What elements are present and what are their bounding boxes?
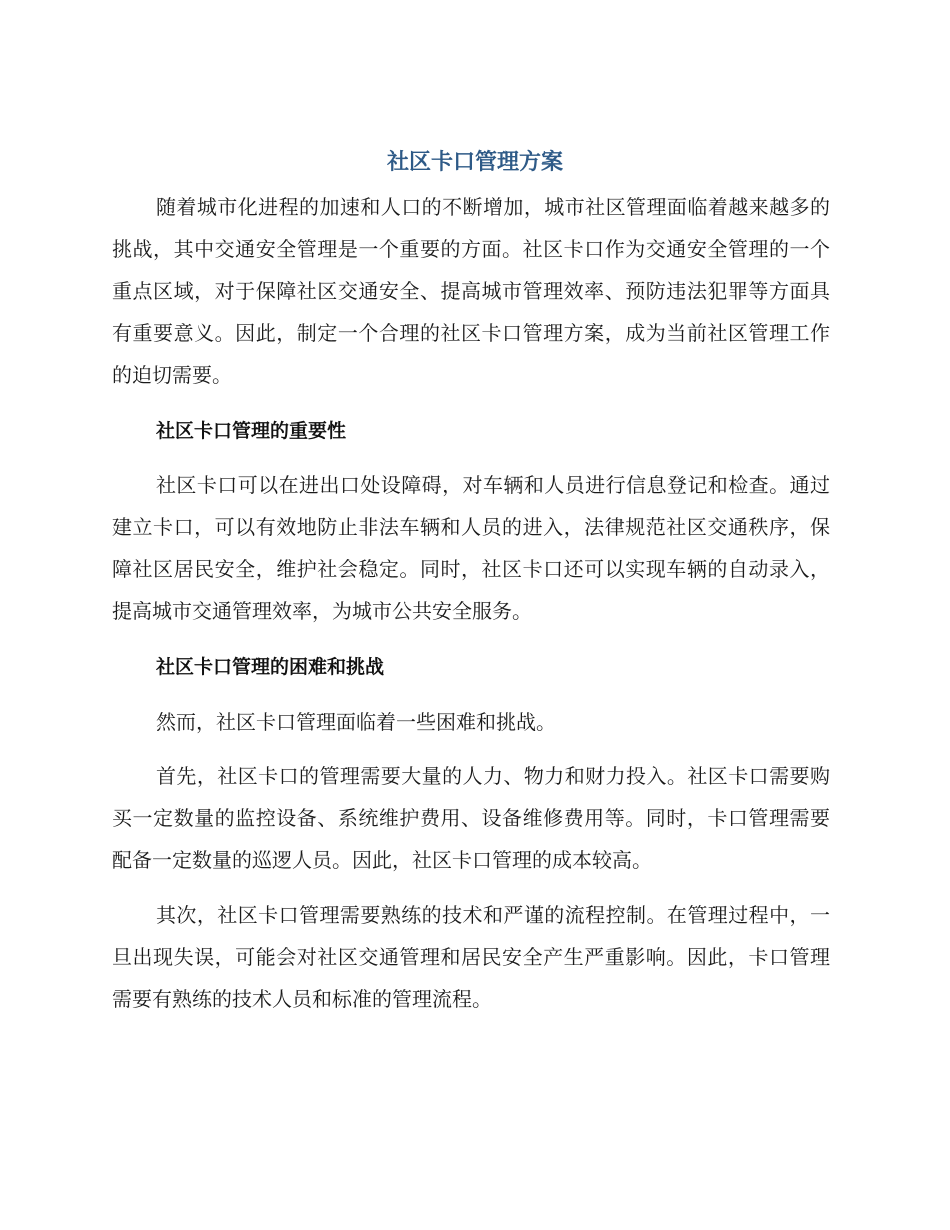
intro-paragraph: 随着城市化进程的加速和人口的不断增加，城市社区管理面临着越来越多的挑战，其中交通安全管理是一个重要的方面。社区卡口作为交通安全管理的一个重点区域，对于保障社区交通安全、提高城市管理效率、预防违法犯罪等方面具有重要意义。因此，制定一个合理的社区卡口管理方案，成为当前社区管理工作的迫切需要。 — [112, 195, 830, 387]
page-title: 社区卡口管理方案 — [386, 150, 563, 175]
section-heading-challenges: 社区卡口管理的困难和挑战 — [156, 656, 385, 678]
challenges-paragraph-intro: 然而，社区卡口管理面临着一些困难和挑战。 — [156, 710, 556, 734]
section-heading-importance: 社区卡口管理的重要性 — [156, 420, 347, 442]
importance-paragraph: 社区卡口可以在进出口处设障碍，对车辆和人员进行信息登记和检查。通过建立卡口，可以有效地防止非法车辆和人员的进入，法律规范社区交通秩序，保障社区居民安全，维护社会稳定。同时，社区卡口还可以实现车辆的自动录入，提高城市交通管理效率，为城市公共安全服务。 — [112, 473, 830, 623]
challenges-paragraph-technique: 其次，社区卡口管理需要熟练的技术和严谨的流程控制。在管理过程中，一旦出现失误，可能会对社区交通管理和居民安全产生严重影响。因此，卡口管理需要有熟练的技术人员和标准的管理流程。 — [112, 903, 830, 1011]
challenges-paragraph-cost: 首先，社区卡口的管理需要大量的人力、物力和财力投入。社区卡口需要购买一定数量的监控设备、系统维护费用、设备维修费用等。同时，卡口管理需要配备一定数量的巡逻人员。因此，社区卡口管理的成本较高。 — [112, 764, 830, 872]
